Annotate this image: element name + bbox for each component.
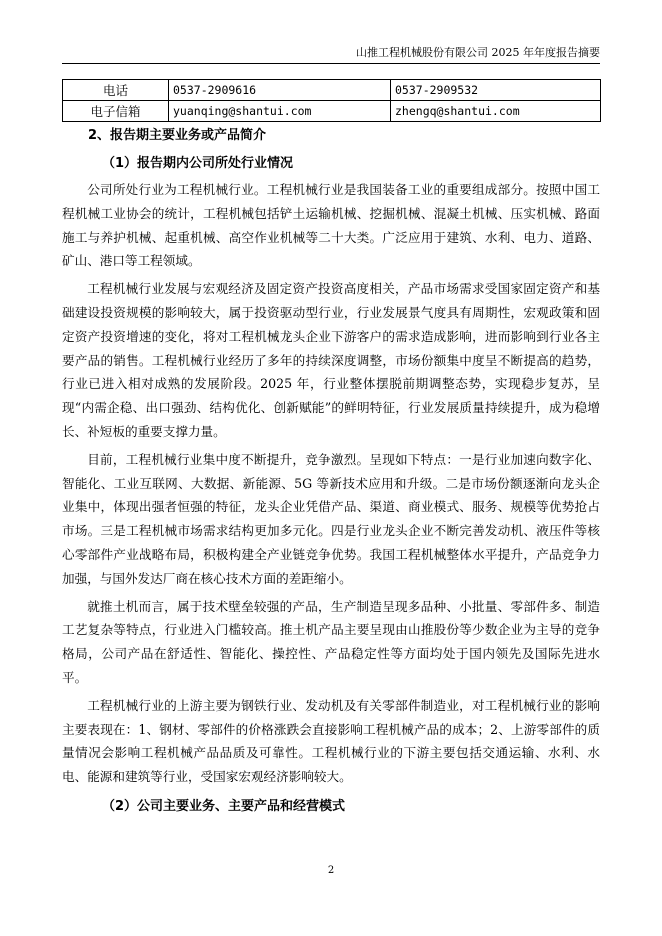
- paragraph-bulldozer: 就推土机而言，属于技术壁垒较强的产品，生产制造呈现多品种、小批量、零部件多、制造工艺复杂等特点，行业进入门槛较高。推土机产品主要呈现由山推股份等少数企业为主导的竞争格局，公司产品在舒适性、智能化、操控性、产品稳定性等方面均处于国内领先及国际先进水平。: [62, 598, 600, 685]
- email-value-2: zhengq@shantui.com: [391, 101, 601, 122]
- paragraph-investment-cycle: 工程机械行业发展与宏观经济及固定资产投资高度相关，产品市场需求受国家固定资产和基础建设投资规模的影响较大，属于投资驱动型行业，行业发展景气度具有周期性，宏观政策和固定资产投资增速的变化，将对工程机械龙头企业下游客户的需求造成影响，进而影响到行业各主要产品的销售。工程机械行业经历了多年的持续深度调整，市场份额集中度呈不断提高的趋势，行业已进入相对成熟的发展阶段。2025 年，行业整体摆脱前期调整态势，实现稳步复苏，呈现“内需企稳、出口强劲、结构优化、创新赋能”的鲜明特征，行业发展质量持续提升，成为稳增长、补短板的重要支撑力量。: [62, 281, 600, 439]
- paragraph-competition: 目前，工程机械行业集中度不断提升，竞争激烈。呈现如下特点：一是行业加速向数字化、智能化、工业互联网、大数据、新能源、5G 等新技术应用和升级。二是市场份额逐渐向龙头企业集中，体现出强者恒强的特征，龙头企业凭借产品、渠道、商业模式、服务、规模等优势抢占市场。三是工程机械市场需求结构更加多元化。四是行业龙头企业不断完善发动机、液压件等核心零部件产业战略布局，积极构建全产业链竞争优势。我国工程机械整体水平提升，产品竞争力加强，与国外发达厂商在核心技术方面的差距缩小。: [62, 451, 600, 586]
- email-label: 电子信箱: [63, 101, 169, 122]
- subsection-title-business: （2）公司主要业务、主要产品和经营模式: [102, 798, 346, 814]
- page-header: 山推工程机械股份有限公司 2025 年年度报告摘要: [356, 46, 600, 59]
- phone-value-2: 0537-2909532: [391, 80, 601, 101]
- main-content: [62, 122, 600, 821]
- paragraph-industry-overview: 公司所处行业为工程机械行业。工程机械行业是我国装备工业的重要组成部分。按照中国工程机械工业协会的统计，工程机械包括铲土运输机械、挖掘机械、混凝土机械、压实机械、路面施工与养护机械、起重机械、高空作业机械等二十大类。广泛应用于建筑、水利、电力、道路、矿山、港口等工程领域。: [62, 182, 600, 269]
- section-title: 2、报告期主要业务或产品简介: [88, 128, 267, 143]
- subsection-title-industry: （1）报告期内公司所处行业情况: [102, 156, 294, 171]
- contact-table: [62, 79, 601, 122]
- phone-label: 电话: [63, 80, 169, 101]
- table-row: [63, 101, 601, 122]
- page-number: 2: [327, 865, 335, 876]
- paragraph-upstream-downstream: 工程机械行业的上游主要为钢铁行业、发动机及有关零部件制造业，对工程机械行业的影响主要表现在：1、钢材、零部件的价格涨跌会直接影响工程机械产品的成本；2、上游零部件的质量情况会影响工程机械产品品质及可靠性。工程机械行业的下游主要包括交通运输、水利、水电、能源和建筑等行业，受国家宏观经济影响较大。: [62, 697, 600, 785]
- email-value-1: yuanqing@shantui.com: [169, 101, 391, 122]
- phone-value-1: 0537-2909616: [169, 80, 391, 101]
- header-rule: [62, 63, 600, 64]
- table-row: [63, 80, 601, 101]
